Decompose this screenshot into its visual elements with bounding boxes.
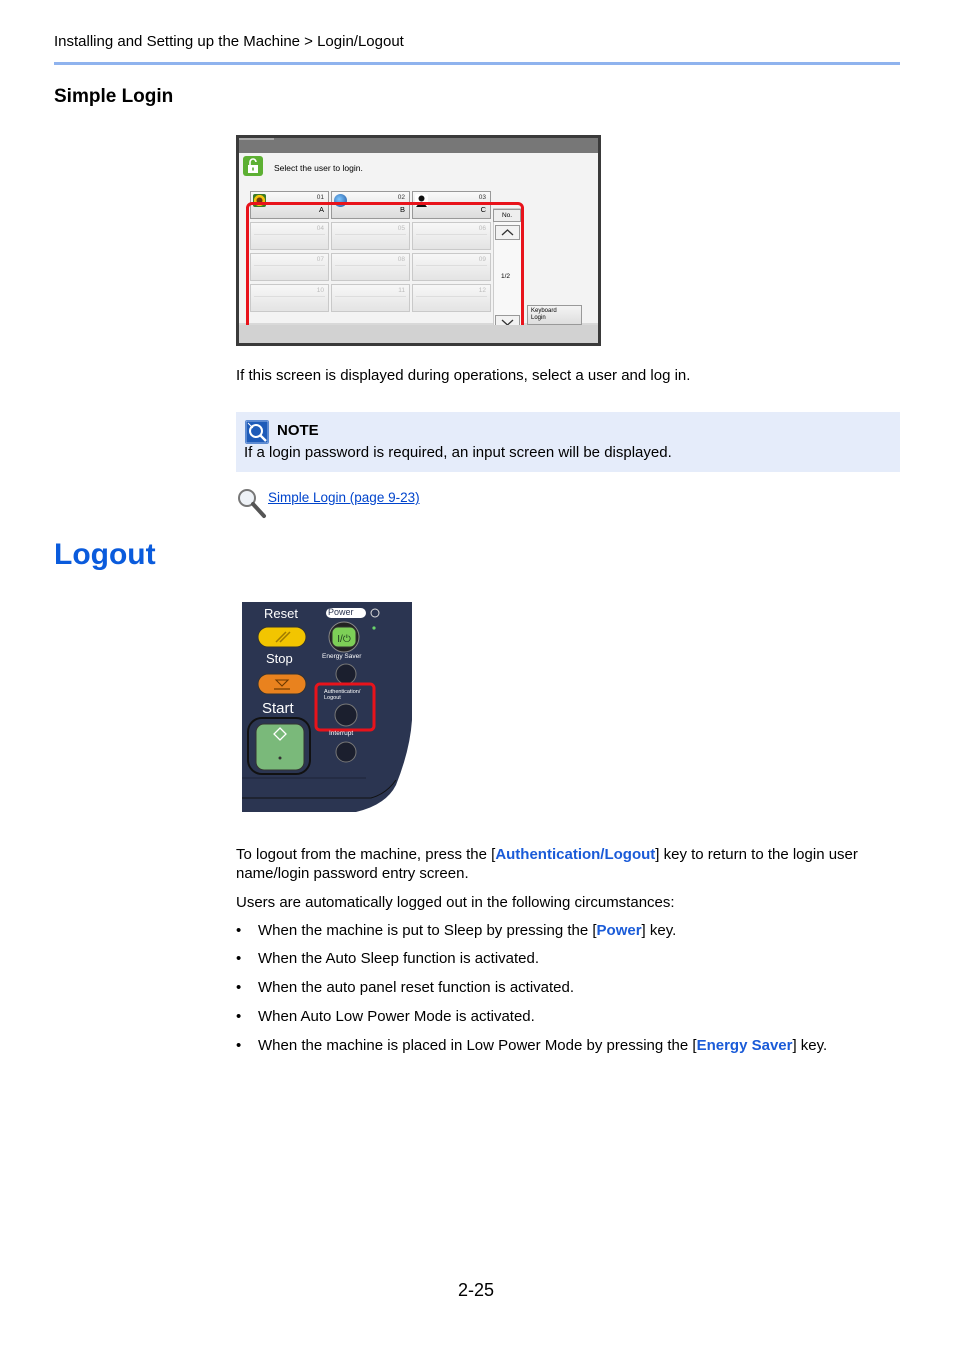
stop-label: Stop xyxy=(266,651,293,666)
auth-logout-key: Authentication/Logout xyxy=(495,846,656,863)
user-button-03[interactable]: 03 C xyxy=(412,191,491,219)
interrupt-button[interactable] xyxy=(336,742,356,762)
start-button[interactable] xyxy=(256,724,304,770)
page-number: 2-25 xyxy=(458,1280,495,1300)
simple-login-reference-link[interactable]: Simple Login (page 9-23) xyxy=(268,490,420,505)
auth-logout-label: Authentication/ Logout xyxy=(324,689,361,701)
interrupt-label: Interrupt xyxy=(329,730,354,737)
user-button-06[interactable]: 06 xyxy=(412,222,491,250)
stop-button[interactable] xyxy=(258,674,306,694)
unlock-icon xyxy=(243,156,263,176)
start-label: Start xyxy=(262,700,294,717)
section-heading-logout: Logout xyxy=(54,538,156,571)
svg-text:I/⏻: I/⏻ xyxy=(337,634,351,645)
sort-number-button[interactable]: No. xyxy=(493,209,521,222)
note-title: NOTE xyxy=(277,422,319,439)
reset-button[interactable] xyxy=(266,627,314,647)
power-label: Power xyxy=(328,607,354,617)
auto-logout-intro: Users are automatically logged out in the following circumstances: xyxy=(236,894,675,911)
power-button[interactable] xyxy=(332,627,356,647)
screen-title-bar xyxy=(239,138,598,153)
energy-saver-button[interactable] xyxy=(336,664,356,684)
breadcrumb: Installing and Setting up the Machine > Login/Logout xyxy=(54,33,404,50)
energy-saver-label: Energy Saver xyxy=(322,653,362,660)
simple-login-paragraph: If this screen is displayed during operations, select a user and log in. xyxy=(236,367,691,384)
user-button-08[interactable]: 08 xyxy=(331,253,410,281)
section-heading-simple-login: Simple Login xyxy=(54,86,174,107)
user-button-07[interactable]: 07 xyxy=(250,253,329,281)
user-button-04[interactable]: 04 xyxy=(250,222,329,250)
energy-saver-key: Energy Saver xyxy=(696,1037,793,1054)
user-button-11[interactable]: 11 xyxy=(331,284,410,312)
user-button-09[interactable]: 09 xyxy=(412,253,491,281)
header-rule xyxy=(54,62,900,65)
user-button-10[interactable]: 10 xyxy=(250,284,329,312)
control-panel-illustration xyxy=(236,600,416,816)
note-icon xyxy=(245,420,269,444)
magnifier-icon xyxy=(236,487,268,519)
note-text: If a login password is required, an input screen will be displayed. xyxy=(244,444,672,461)
reset-label: Reset xyxy=(264,606,298,621)
logout-paragraph: To logout from the machine, press the [Authentication/Logout] key to return to the login user name/login password entry screen. xyxy=(236,846,858,882)
user-button-05[interactable]: 05 xyxy=(331,222,410,250)
simple-login-screen xyxy=(236,135,601,346)
highlight-user-buttons xyxy=(246,202,524,335)
screen-instruction: Select the user to login. xyxy=(274,163,363,173)
screen-bottom-bar xyxy=(239,325,598,343)
user-button-01[interactable]: 01 A xyxy=(250,191,329,219)
keyboard-login-button[interactable]: Keyboard Login xyxy=(527,305,582,325)
user-button-02[interactable]: 02 B xyxy=(331,191,410,219)
power-key: Power xyxy=(596,922,642,939)
authentication-logout-button[interactable] xyxy=(335,704,357,726)
user-button-12[interactable]: 12 xyxy=(412,284,491,312)
page-indicator: 1/2 xyxy=(501,273,511,280)
note-box xyxy=(236,412,900,472)
